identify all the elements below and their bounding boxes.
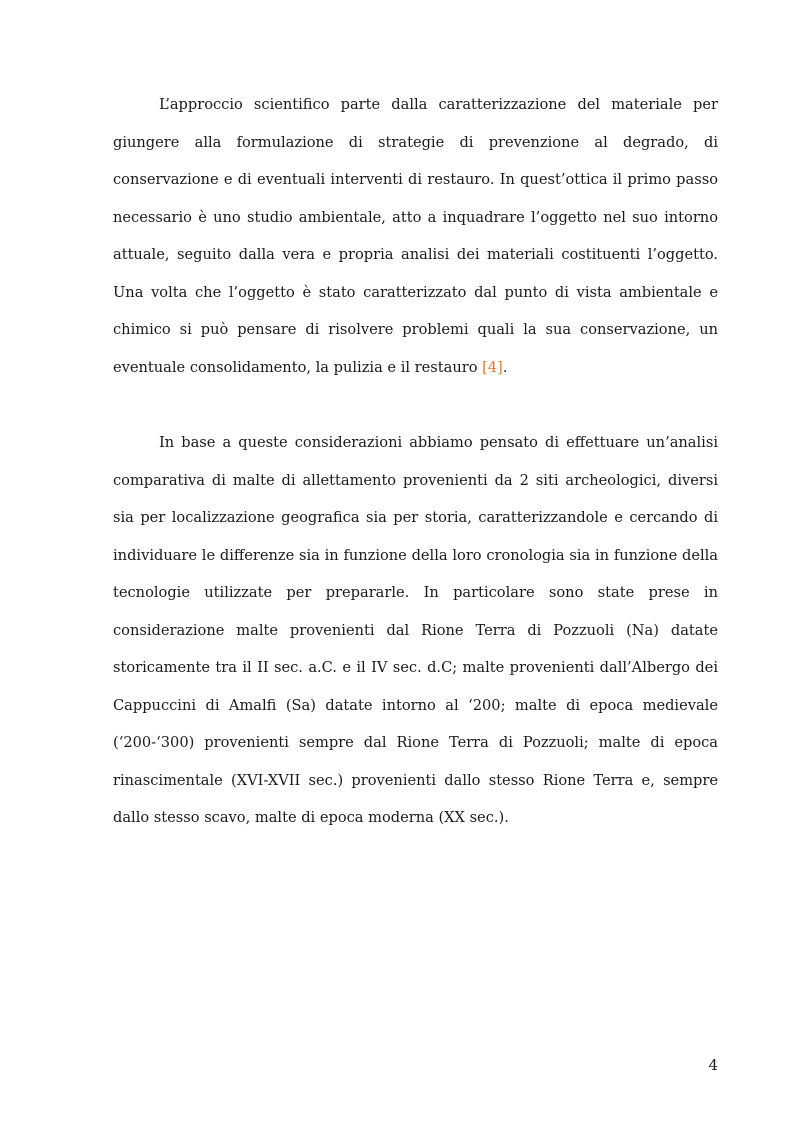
body-paragraph-2	[113, 424, 718, 837]
body-paragraph-1	[113, 86, 718, 386]
paragraph-1-text: L’approccio scientifico parte dalla caratterizzazione del materiale per giungere alla formulazione di strategie di prevenzione al degrado, di conservazione e di eventuali interventi di restauro. In quest’ottica il primo passo necessario è uno studio ambientale, atto a inquadrare l’oggetto nel suo intorno attuale, seguito dalla vera e propria analisi dei materiali costituenti l’oggetto. Una volta che l’oggetto è stato caratterizzato dal punto di vista ambientale e chimico si può pensare di risolvere problemi quali la sua conservazione, un eventuale consolidamento, la pulizia e il restauro	[113, 96, 718, 376]
paragraph-1-end: .	[502, 358, 508, 376]
page-number: 4	[708, 1056, 718, 1074]
citation-link[interactable]: [4]	[482, 358, 503, 376]
paragraph-2-text: In base a queste considerazioni abbiamo pensato di effettuare un’analisi comparativa di malte di allettamento provenienti da 2 siti archeologici, diversi sia per localizzazione geografica sia per storia, caratterizzandole e cercando di individuare le differenze sia in funzione della loro cronologia sia in funzione della tecnologie utilizzate per prepararle. In particolare sono state prese in considerazione malte provenienti dal Rione Terra di Pozzuoli (Na) datate storicamente tra il II sec. a.C. e il IV sec. d.C; malte provenienti dall’Albergo dei Cappuccini di Amalfi (Sa) datate intorno al ‘200; malte di epoca medievale (‘200-‘300) provenienti sempre dal Rione Terra di Pozzuoli; malte di epoca rinascimentale (XVI-XVII sec.) provenienti dallo stesso Rione Terra e, sempre dallo stesso scavo, malte di epoca moderna (XX sec.).	[113, 434, 718, 826]
